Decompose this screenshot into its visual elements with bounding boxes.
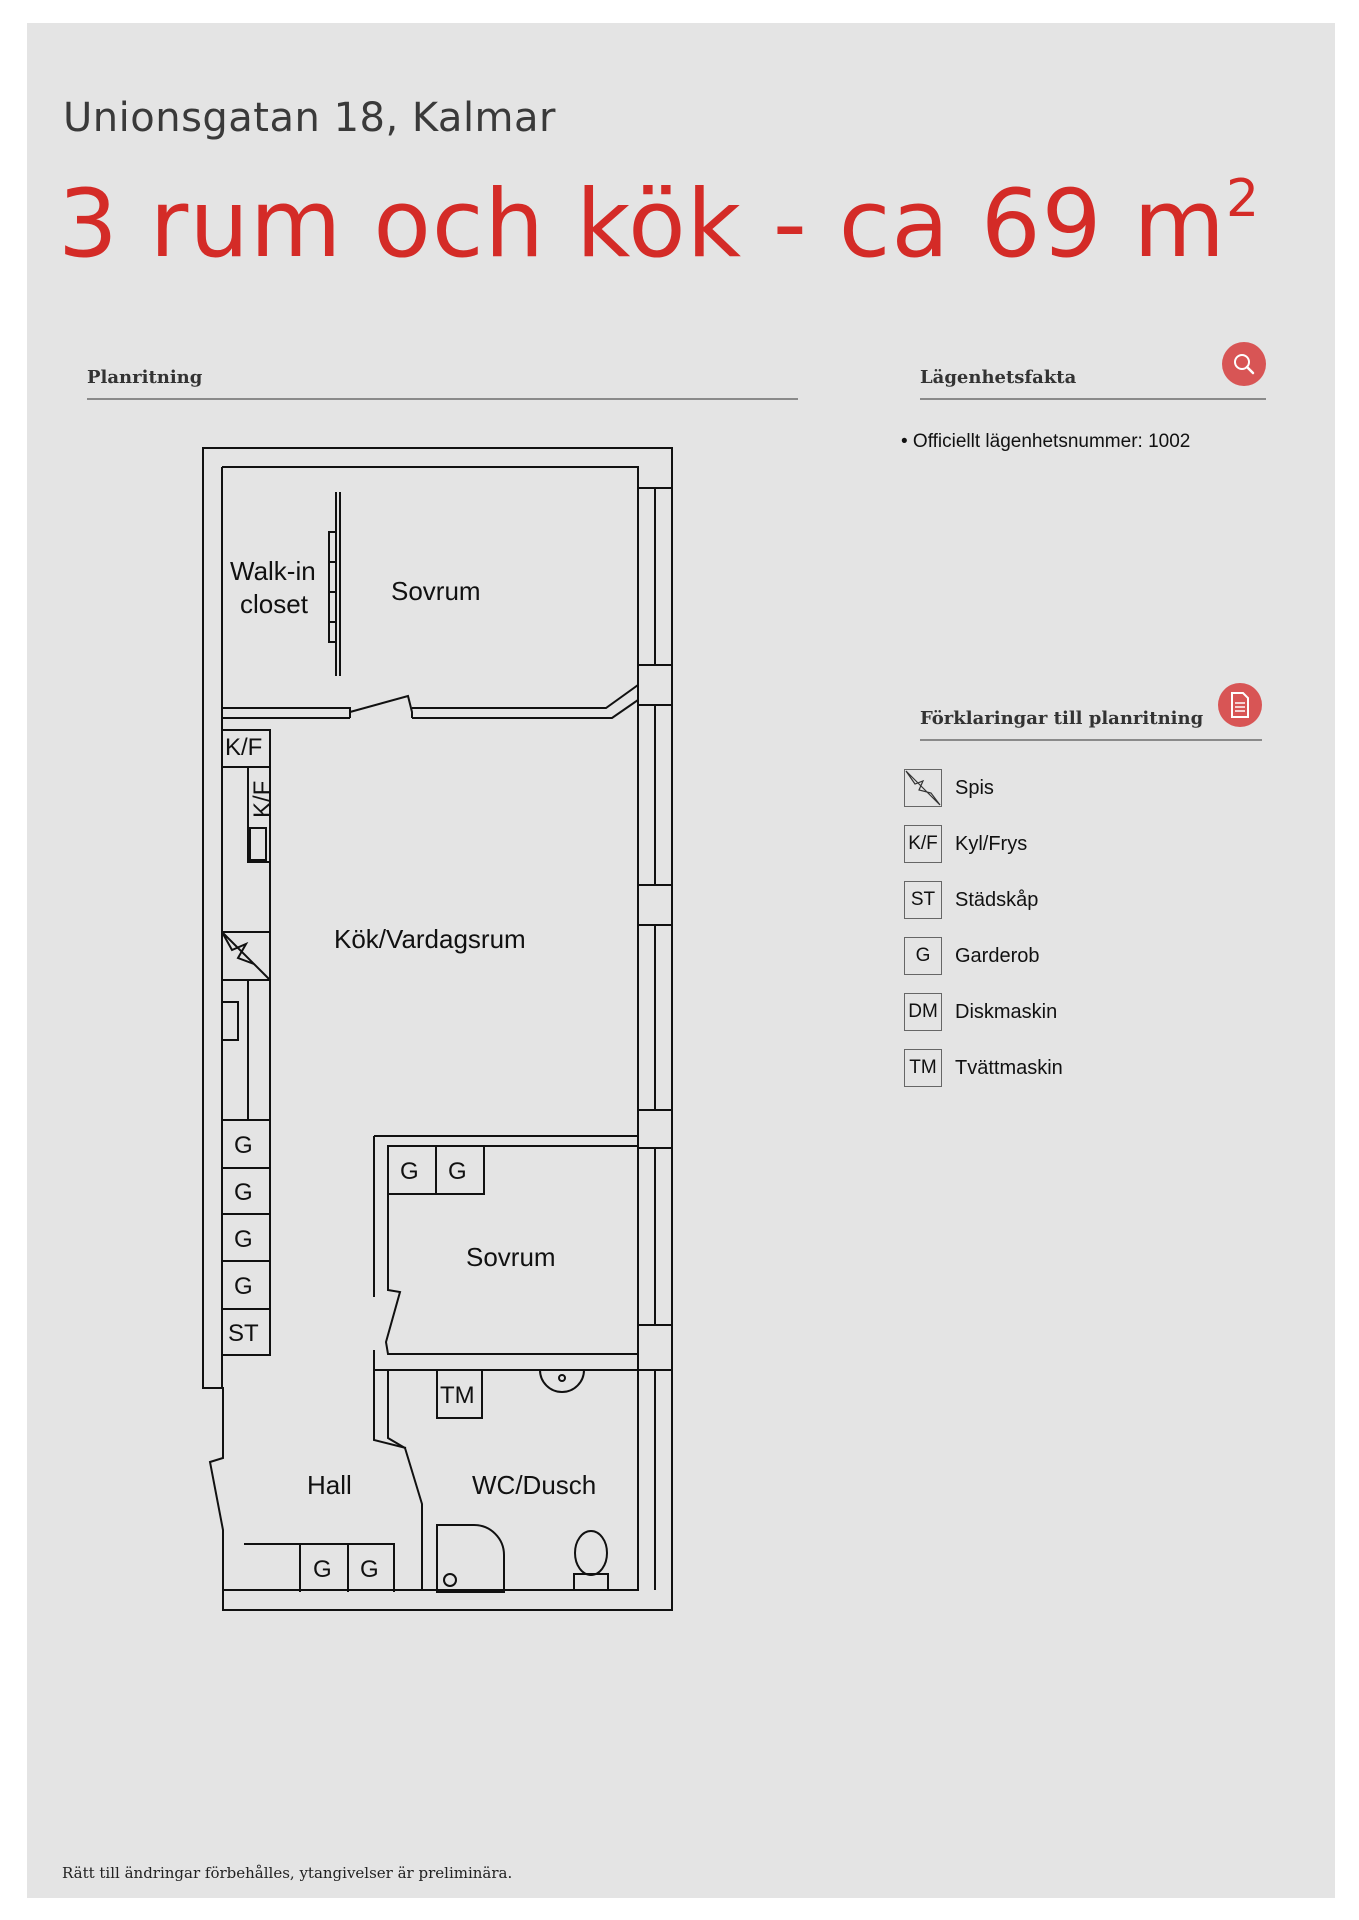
room-label-kitchen-living: Kök/Vardagsrum — [334, 924, 526, 954]
legend-label-diskmaskin: Diskmaskin — [955, 1000, 1058, 1023]
floorplan-section-title: Planritning — [87, 367, 203, 388]
legend-code-g: G — [904, 937, 942, 975]
legend-section-title: Förklaringar till planritning — [920, 708, 1204, 729]
fixture-g-5: G — [400, 1158, 419, 1185]
room-label-walkin-2: closet — [240, 589, 308, 619]
room-label-hall: Hall — [307, 1470, 352, 1500]
legend-label-kylfrys: Kyl/Frys — [955, 832, 1028, 855]
legend-code-kf: K/F — [904, 825, 942, 863]
legend-label-spis: Spis — [955, 776, 994, 799]
fixture-g-2: G — [234, 1179, 253, 1206]
fixture-g-1: G — [234, 1132, 253, 1159]
room-label-bathroom: WC/Dusch — [472, 1470, 597, 1500]
fixture-kf-2: K/F — [249, 780, 276, 818]
fixture-st: ST — [228, 1320, 259, 1347]
legend-code-tm: TM — [904, 1049, 942, 1087]
room-label-bedroom-1: Sovrum — [391, 576, 481, 606]
room-label-bedroom-2: Sovrum — [466, 1242, 556, 1272]
fact-apartment-number: • Officiellt lägenhetsnummer: 1002 — [901, 431, 1191, 452]
fixture-kf-1: K/F — [225, 734, 263, 761]
fixture-g-8: G — [360, 1556, 379, 1583]
legend-label-stadskap: Städskåp — [955, 888, 1039, 911]
headline-text: 3 rum och kök - ca 69 m — [58, 170, 1226, 279]
fixture-g-3: G — [234, 1226, 253, 1253]
headline-superscript: 2 — [1225, 168, 1261, 229]
fixture-g-4: G — [234, 1273, 253, 1300]
footer-disclaimer: Rätt till ändringar förbehålles, ytangivelser är preliminära. — [62, 1864, 513, 1882]
property-address: Unionsgatan 18, Kalmar — [63, 95, 556, 141]
fixture-g-7: G — [313, 1556, 332, 1583]
fixture-g-6: G — [448, 1158, 467, 1185]
legend-label-tvattmaskin: Tvättmaskin — [955, 1056, 1063, 1079]
legend-code-dm: DM — [904, 993, 942, 1031]
legend-label-garderob: Garderob — [955, 944, 1040, 967]
plan-walls — [203, 448, 672, 1610]
room-label-walkin-1: Walk-in — [230, 556, 316, 586]
fixture-tm: TM — [440, 1382, 475, 1409]
facts-section-title: Lägenhetsfakta — [920, 367, 1077, 388]
legend-code-st: ST — [904, 881, 942, 919]
